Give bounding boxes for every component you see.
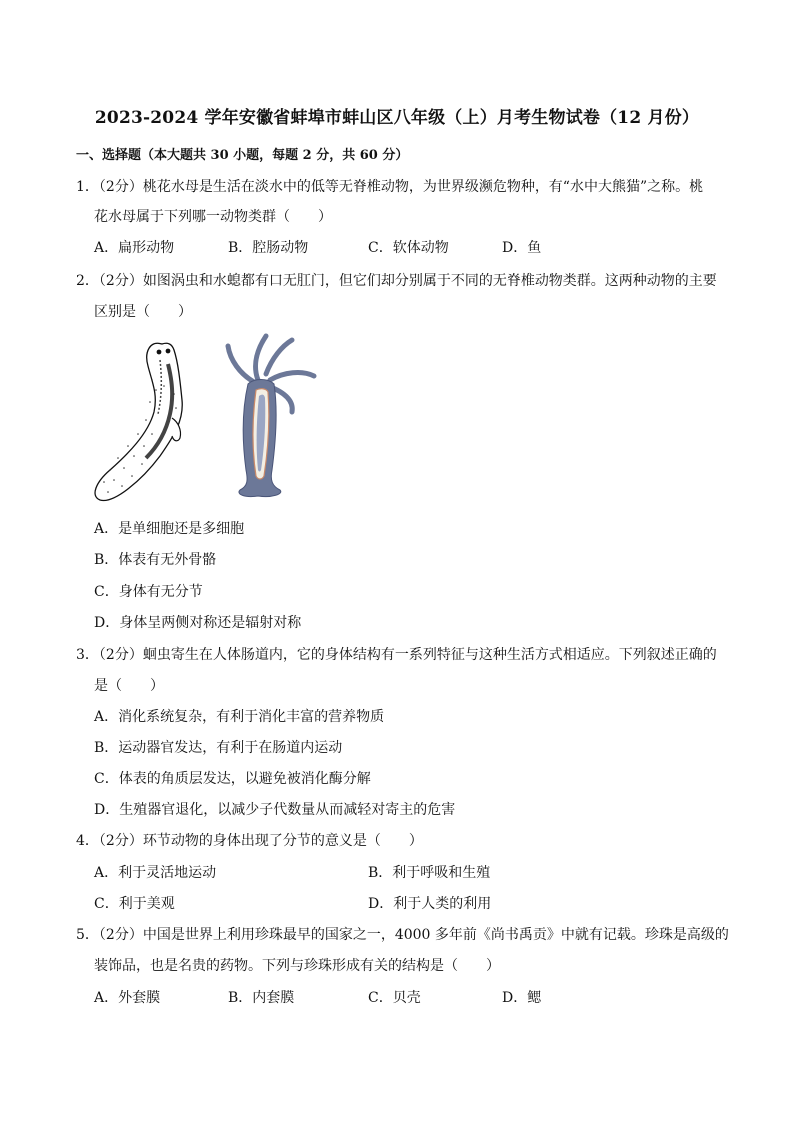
question-stem-line: 花水母属于下列哪一动物类群（ ）: [94, 209, 332, 225]
option-c[interactable]: C．软体动物: [368, 240, 449, 256]
question-stem-line: 1．（2分）桃花水母是生活在淡水中的低等无脊椎动物，为世界级濒危物种，有“水中大熊猫”之称。桃: [76, 179, 704, 195]
option-a[interactable]: A．消化系统复杂，有利于消化丰富的营养物质: [94, 709, 385, 725]
question-stem-line: 5．（2分）中国是世界上利用珍珠最早的国家之一，4000 多年前《尚书禹贡》中就有记载。珍珠是高级的: [76, 927, 729, 943]
option-b[interactable]: B．体表有无外骨骼: [94, 552, 217, 568]
option-b[interactable]: B．利于呼吸和生殖: [368, 865, 491, 881]
option-a[interactable]: A．扁形动物: [94, 240, 175, 256]
option-a[interactable]: A．是单细胞还是多细胞: [94, 521, 245, 537]
option-b[interactable]: B．腔肠动物: [228, 240, 309, 256]
question-stem-line: 4．（2分）环节动物的身体出现了分节的意义是（ ）: [76, 833, 423, 849]
option-d[interactable]: D．鳃: [502, 990, 542, 1006]
option-d[interactable]: D．鱼: [502, 240, 542, 256]
option-d[interactable]: D．身体呈两侧对称还是辐射对称: [94, 615, 302, 631]
question-stem-line: 3．（2分）蛔虫寄生在人体肠道内，它的身体结构有一系列特征与这种生活方式相适应。下列叙述正确的: [76, 647, 717, 663]
option-b[interactable]: B．内套膜: [228, 990, 295, 1006]
planarian-illustration: [95, 343, 182, 500]
option-c[interactable]: C．利于美观: [94, 896, 175, 912]
section-heading: 一、选择题（本大题共 30 小题，每题 2 分，共 60 分）: [76, 148, 409, 163]
question-stem-line: 是（ ）: [94, 678, 164, 694]
hydra-illustration: [228, 336, 314, 497]
option-c[interactable]: C．贝壳: [368, 990, 421, 1006]
option-b[interactable]: B．运动器官发达，有利于在肠道内运动: [94, 740, 343, 756]
planarian-hydra-figure: [88, 330, 328, 502]
option-d[interactable]: D．利于人类的利用: [368, 896, 492, 912]
option-a[interactable]: A．外套膜: [94, 990, 161, 1006]
option-a[interactable]: A．利于灵活地运动: [94, 865, 217, 881]
option-c[interactable]: C．身体有无分节: [94, 584, 203, 600]
option-d[interactable]: D．生殖器官退化，以减少子代数量从而减轻对寄主的危害: [94, 802, 456, 818]
option-c[interactable]: C．体表的角质层发达，以避免被消化酶分解: [94, 771, 371, 787]
question-stem-line: 2．（2分）如图涡虫和水螅都有口无肛门，但它们却分别属于不同的无脊椎动物类群。这两种动物的主要: [76, 273, 717, 289]
exam-title: 2023-2024 学年安徽省蚌埠市蚌山区八年级（上）月考生物试卷（12 月份）: [94, 108, 700, 128]
question-stem-line: 区别是（ ）: [94, 304, 192, 320]
question-stem-line: 装饰品，也是名贵的药物。下列与珍珠形成有关的结构是（ ）: [94, 958, 500, 974]
